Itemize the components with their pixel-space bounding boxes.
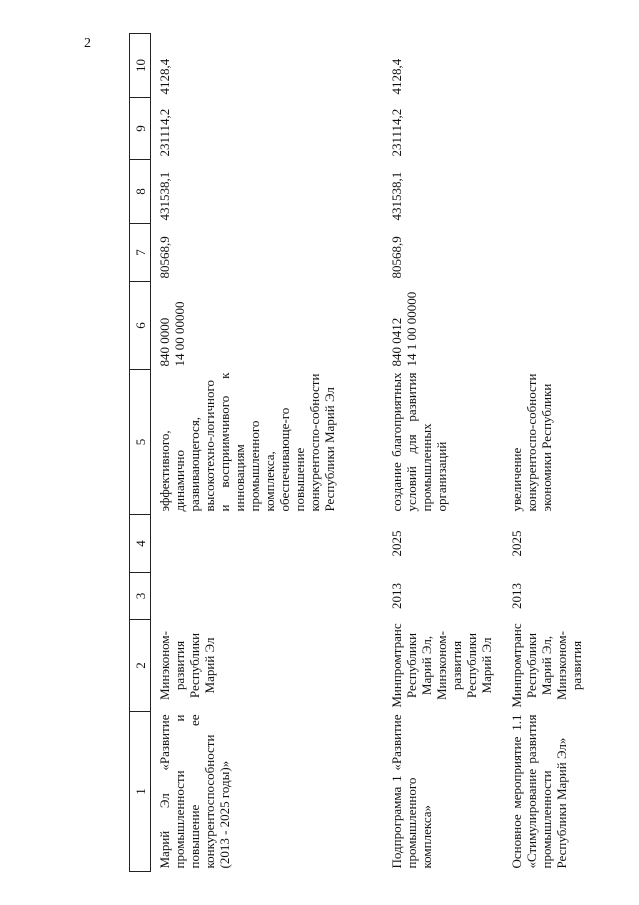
header-cell-5: 5: [130, 370, 151, 515]
header-cell-1: 1: [130, 712, 151, 872]
header-cell-2: 2: [130, 620, 151, 712]
expected-result: создание благоприятных условий для развития промышленных организаций: [388, 372, 449, 512]
header-cell-6: 6: [130, 282, 151, 370]
page-number: 2: [84, 36, 91, 51]
value-col7: [503, 224, 603, 282]
budget-code: [503, 282, 603, 370]
value-col8: 431538,1: [388, 171, 404, 221]
value-col10: [503, 34, 603, 98]
value-col9: [503, 98, 603, 160]
program-name: Марий Эл «Развитие промышленности и повышение ее конкурентоспособности (2013 - 2025 годы)»: [157, 714, 232, 869]
value-col7: 80568,9: [157, 236, 172, 279]
rotated-table-container: [129, 32, 639, 872]
header-row: [130, 34, 151, 872]
budget-code: 840 0412 14 1 00 00000: [388, 291, 419, 367]
responsible-executor: Минпромтранс Республики Марий Эл, Минэконом-развития Республики Марий Эл: [388, 623, 494, 708]
value-col10: 4128,4: [157, 58, 172, 95]
header-cell-8: 8: [130, 160, 151, 224]
value-col8: [503, 160, 603, 224]
value-col7: 80568,9: [388, 236, 404, 279]
start-year: 2013: [388, 583, 404, 609]
expected-result: увеличение конкурентоспо-собности экономики Республики: [508, 373, 554, 512]
expected-result: эффективного, динамично развивающегося, высокотехно-логичного и восприимчивого к инновациям промышленного комплекса, обеспечивающе-го повышение конкурентоспо-собности Республики Марий Эл: [157, 372, 337, 512]
program-table: [129, 33, 603, 872]
start-year: [151, 573, 383, 620]
header-cell-4: 4: [130, 515, 151, 573]
header-cell-3: 3: [130, 573, 151, 620]
end-year: 2025: [508, 530, 524, 557]
header-cell-10: 10: [130, 34, 151, 98]
end-year: [151, 515, 383, 573]
table-row: [151, 34, 383, 872]
value-col9: 231114,2: [388, 108, 404, 157]
budget-code: 840 0000 14 00 00000: [157, 301, 187, 367]
start-year: 2013: [508, 583, 524, 609]
end-year: 2025: [388, 530, 404, 557]
table-row: [503, 34, 603, 872]
responsible-executor: Минпромтранс Республики Марий Эл, Минэконом-развития: [508, 623, 584, 708]
program-name: Подпрограмма 1 «Развитие промышленного комплекса»: [388, 714, 434, 869]
header-cell-9: 9: [130, 98, 151, 160]
program-name: Основное мероприятие 1.1 «Стимулирование развития промышленности Республики Марий Эл»: [508, 714, 569, 869]
header-cell-7: 7: [130, 224, 151, 282]
value-col8: 431538,1: [157, 171, 172, 221]
value-col10: 4128,4: [388, 58, 404, 95]
table-row: [383, 34, 503, 872]
value-col9: 231114,2: [157, 108, 172, 157]
responsible-executor: Минэконом-развития Республики Марий Эл: [157, 631, 217, 700]
